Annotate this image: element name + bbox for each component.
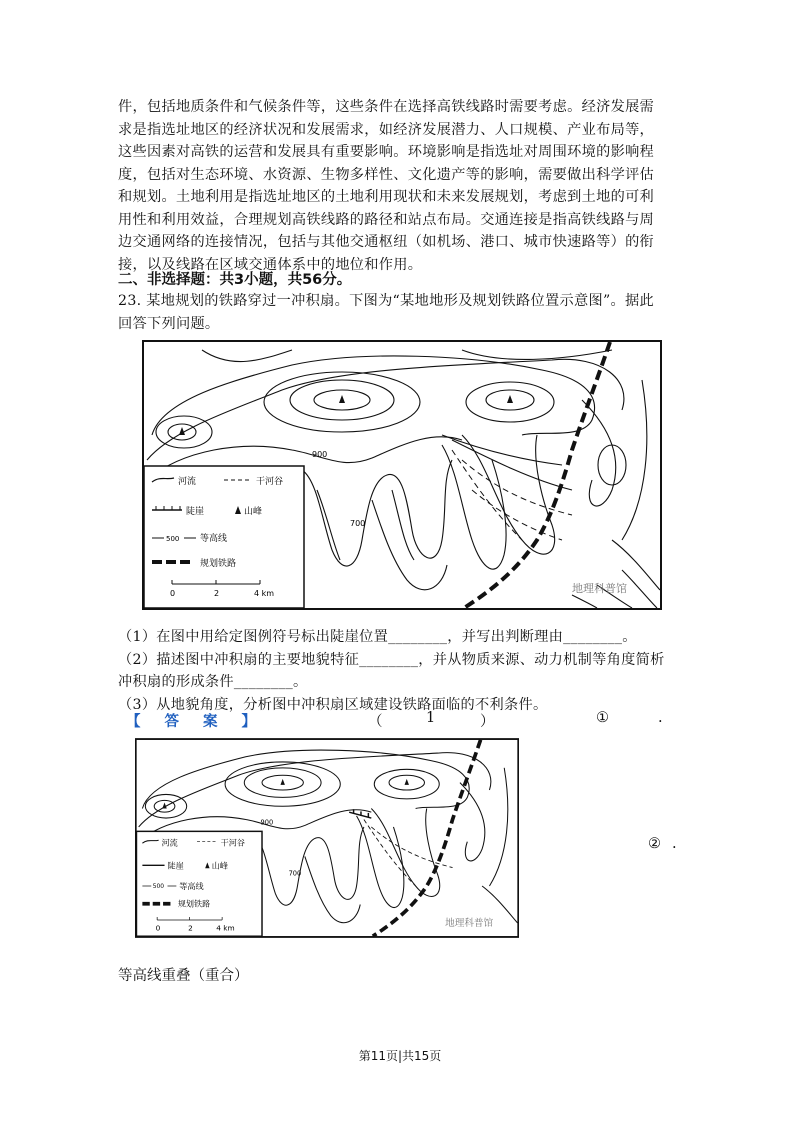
answer-circle-2: ② [648, 836, 661, 852]
answer-scale-4: 4 km [216, 923, 235, 933]
section-heading: 二、非选择题：共3小题，共56分。 [118, 272, 352, 288]
question-line: 23. 某地规划的铁路穿过一冲积扇。下图为“某地地形及规划铁路位置示意图”。据此 [118, 293, 654, 309]
answer-circle-1: ① [596, 710, 609, 726]
text-line: 和规划。土地利用是指选址地区的土地利用现状和未来发展规划，考虑到土地的可利 [118, 189, 655, 205]
sub-question-1: （1）在图中用给定图例符号标出陡崖位置________，并写出判断理由________。 [118, 629, 637, 645]
watermark: 地理科普馆 [572, 582, 627, 595]
contour-label-900: 900 [312, 450, 328, 459]
legend-contour: 等高线 [200, 534, 228, 544]
answer-watermark: 地理科普馆 [445, 917, 494, 929]
legend-river: 河流 [178, 477, 197, 487]
answer-legend-river: 河流 [161, 837, 178, 848]
answer-row [118, 710, 684, 732]
contour-label-700: 700 [350, 519, 366, 528]
answer-legend-cliff: 陡崖 [167, 860, 184, 871]
topographic-map [142, 340, 662, 610]
sub-questions [118, 626, 684, 716]
answer-legend-contour: 等高线 [179, 880, 204, 891]
answer-dot-2: . [672, 836, 677, 852]
answer-map [135, 738, 519, 938]
text-line: 用性和利用效益，合理规划高铁线路的路径和站点布局。交通连接是指高铁线路与周 [118, 211, 655, 228]
scale-0: 0 [170, 589, 176, 598]
answer-legend-peak: 山峰 [211, 860, 229, 871]
answer-number: 1 [426, 710, 436, 726]
answer-paren-open: （ [368, 714, 383, 730]
answer-legend-contour-value: 500 [152, 884, 164, 891]
sub-question-2-cont: 冲积扇的形成条件________。 [118, 674, 308, 690]
text-line: 求是指选址地区的经济状况和发展需求，如经济发展潜力、人口规模、产业布局等， [118, 121, 655, 138]
answer-legend-dry-valley: 干河谷 [220, 837, 245, 848]
legend-peak: 山峰 [244, 507, 263, 517]
text-line: 件，包括地质条件和气候条件等，这些条件在选择高铁线路时需要考虑。经济发展需 [118, 99, 655, 115]
question-line: 回答下列问题。 [118, 315, 220, 332]
answer-tag: 【答案】 [126, 714, 280, 730]
page-footer: 第11页|共15页 [358, 1049, 442, 1063]
text-line: 这些因素对高铁的运营和发展具有重要影响。环境影响是指选址对周围环境的影响程 [118, 144, 655, 160]
answer-contour-label-900: 900 [260, 818, 274, 827]
intro-paragraph [118, 96, 684, 276]
text-line: 接，以及线路在区域交通体系中的地位和作用。 [118, 256, 423, 273]
answer-contour-label-700: 700 [288, 869, 302, 878]
text-line: 度，包括对生态环境、水资源、生物多样性、文化遗产等的影响，需要做出科学评估 [118, 166, 655, 183]
sub-question-3: （3）从地貌角度，分析图中冲积扇区域建设铁路面临的不利条件。 [118, 696, 548, 713]
legend-dry-valley: 干河谷 [256, 477, 284, 487]
answer-dot-1: . [658, 710, 663, 726]
scale-2: 2 [214, 589, 220, 598]
legend-railway: 规划铁路 [200, 559, 237, 569]
text-line: 边交通网络的连接情况，包括与其他交通枢纽（如机场、港口、城市快速路等）的衔 [118, 234, 655, 250]
sub-question-2: （2）描述图中冲积扇的主要地貌特征________，并从物质来源、动力机制等角度简析 [118, 651, 665, 668]
answer-legend-railway: 规划铁路 [177, 898, 211, 909]
answer-scale-2: 2 [188, 923, 193, 933]
answer-scale-0: 0 [155, 923, 161, 933]
scale-4: 4 km [254, 589, 275, 598]
answer-paren-close: ） [480, 714, 495, 730]
answer-text: 等高线重叠（重合） [118, 968, 249, 984]
legend-cliff: 陡崖 [186, 507, 205, 517]
question-stem [118, 290, 684, 335]
legend-contour-value: 500 [166, 535, 180, 543]
